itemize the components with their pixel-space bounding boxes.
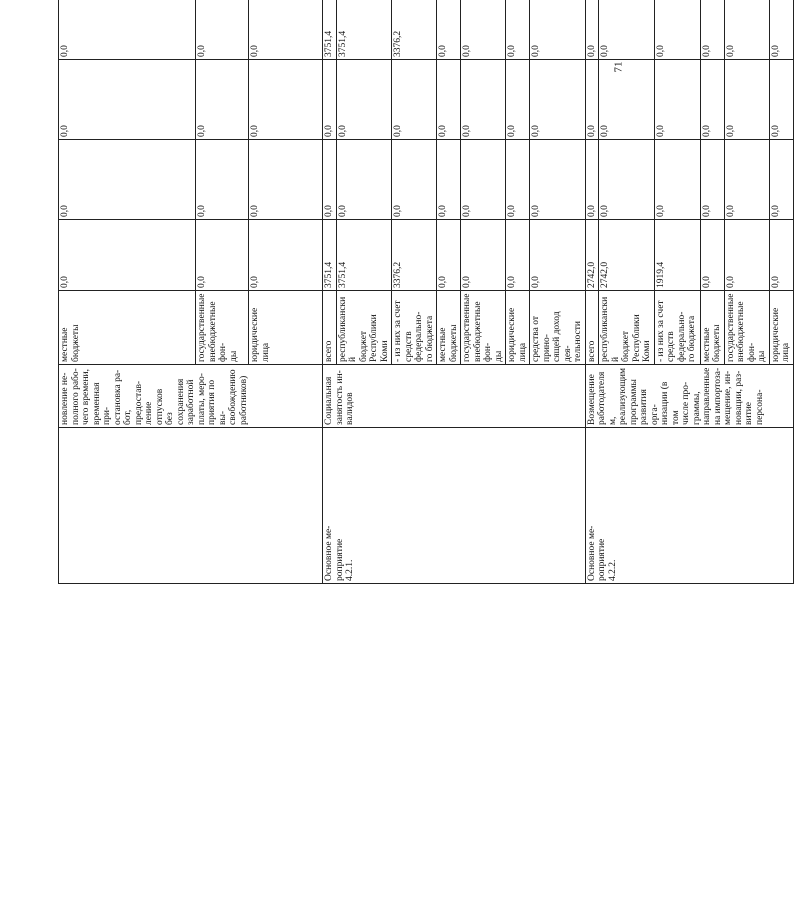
budget-table bbox=[58, 0, 794, 584]
amount-cell: 0,0 bbox=[769, 140, 793, 220]
amount-cell: 2742,0 bbox=[585, 220, 599, 291]
amount-cell: 0,0 bbox=[249, 140, 323, 220]
amount-cell: 0,0 bbox=[700, 220, 724, 291]
table-row bbox=[323, 0, 337, 584]
amount-cell: 0,0 bbox=[599, 0, 655, 60]
amount-cell: 0,0 bbox=[530, 220, 586, 291]
amount-cell: 0,0 bbox=[654, 140, 700, 220]
amount-cell: 0,0 bbox=[769, 220, 793, 291]
amount-cell: 0,0 bbox=[530, 60, 586, 140]
funding-source-cell: - из них за счет средств федерально- го бюджета bbox=[654, 291, 700, 365]
measure-code-cell: Основное ме- роприятие 4.2.1. bbox=[323, 428, 586, 584]
amount-cell: 0,0 bbox=[724, 220, 769, 291]
amount-cell: 0,0 bbox=[461, 0, 506, 60]
amount-cell: 0,0 bbox=[724, 0, 769, 60]
amount-cell: 0,0 bbox=[392, 60, 437, 140]
amount-cell: 1919,4 bbox=[654, 220, 700, 291]
amount-cell: 0,0 bbox=[461, 60, 506, 140]
amount-cell: 0,0 bbox=[437, 140, 461, 220]
amount-cell: 0,0 bbox=[461, 140, 506, 220]
amount-cell: 2742,0 bbox=[599, 220, 655, 291]
amount-cell: 3751,4 bbox=[336, 220, 392, 291]
amount-cell: 0,0 bbox=[323, 140, 337, 220]
amount-cell: 0,0 bbox=[506, 220, 530, 291]
amount-cell: 0,0 bbox=[585, 140, 599, 220]
amount-cell: 0,0 bbox=[724, 140, 769, 220]
amount-cell: 0,0 bbox=[437, 220, 461, 291]
amount-cell: 3751,4 bbox=[336, 0, 392, 60]
amount-cell: 0,0 bbox=[769, 0, 793, 60]
amount-cell: 0,0 bbox=[336, 140, 392, 220]
measure-name-cell: Возмещение работодателям, реализующим программы развития орга- низации (в том числе про- граммы, направленные на импортоза- мещение, ин- новации, раз- витие персона- bbox=[585, 365, 793, 428]
amount-cell: 0,0 bbox=[196, 60, 249, 140]
amount-cell: 0,0 bbox=[506, 0, 530, 60]
funding-source-cell: всего bbox=[323, 291, 337, 365]
table-row bbox=[585, 0, 599, 584]
amount-cell: 0,0 bbox=[506, 60, 530, 140]
amount-cell: 0,0 bbox=[585, 0, 599, 60]
amount-cell: 0,0 bbox=[392, 140, 437, 220]
amount-cell: 0,0 bbox=[769, 60, 793, 140]
amount-cell: 0,0 bbox=[59, 220, 196, 291]
amount-cell: 0,0 bbox=[700, 140, 724, 220]
amount-cell: 3376,2 bbox=[392, 220, 437, 291]
amount-cell: 0,0 bbox=[59, 140, 196, 220]
funding-source-cell: местные бюджеты bbox=[437, 291, 461, 365]
amount-cell: 0,0 bbox=[654, 0, 700, 60]
funding-source-cell: государственные внебюджетные фон- ды bbox=[724, 291, 769, 365]
amount-cell: 3751,4 bbox=[323, 0, 337, 60]
measure-code-cell bbox=[59, 428, 323, 584]
funding-source-cell: государственные внебюджетные фон- ды bbox=[461, 291, 506, 365]
amount-cell: 0,0 bbox=[323, 60, 337, 140]
amount-cell: 0,0 bbox=[249, 60, 323, 140]
amount-cell: 0,0 bbox=[461, 220, 506, 291]
amount-cell: 0,0 bbox=[249, 220, 323, 291]
amount-cell: 0,0 bbox=[599, 60, 655, 140]
funding-source-cell: юридические лица bbox=[249, 291, 323, 365]
amount-cell: 0,0 bbox=[59, 60, 196, 140]
funding-source-cell: республиканский бюджет Республики Коми bbox=[599, 291, 655, 365]
funding-source-cell: республиканский бюджет Республики Коми bbox=[336, 291, 392, 365]
amount-cell: 0,0 bbox=[196, 0, 249, 60]
amount-cell: 3751,4 bbox=[323, 220, 337, 291]
amount-cell: 0,0 bbox=[336, 60, 392, 140]
funding-source-cell: юридические лица bbox=[506, 291, 530, 365]
amount-cell: 0,0 bbox=[530, 140, 586, 220]
measure-name-cell: Социальная занятость ин- валидов bbox=[323, 365, 586, 428]
funding-source-cell: государственные внебюджетные фон- ды bbox=[196, 291, 249, 365]
amount-cell: 0,0 bbox=[599, 140, 655, 220]
funding-source-cell: - из них за счет средств федерально- го бюджета bbox=[392, 291, 437, 365]
amount-cell: 0,0 bbox=[196, 220, 249, 291]
amount-cell: 0,0 bbox=[700, 0, 724, 60]
amount-cell: 0,0 bbox=[249, 0, 323, 60]
funding-source-cell: местные бюджеты bbox=[59, 291, 196, 365]
amount-cell: 0,0 bbox=[585, 60, 599, 140]
page-number-text: 71 bbox=[612, 61, 624, 73]
measure-code-cell: Основное ме- роприятие 4.2.2. bbox=[585, 428, 793, 584]
amount-cell: 0,0 bbox=[654, 60, 700, 140]
measure-name-cell: новление не- полного рабо- чего времени, временная при- остановка ра- бот, предостав- ление отпусков без сохранения заработной платы, меро- приятия по вы- свобождению работников) bbox=[59, 365, 323, 428]
funding-source-cell: юридические лица bbox=[769, 291, 793, 365]
amount-cell: 0,0 bbox=[530, 0, 586, 60]
amount-cell: 0,0 bbox=[437, 60, 461, 140]
amount-cell: 0,0 bbox=[59, 0, 196, 60]
amount-cell: 0,0 bbox=[506, 140, 530, 220]
funding-source-cell: всего bbox=[585, 291, 599, 365]
budget-table-body bbox=[59, 0, 794, 584]
amount-cell: 0,0 bbox=[196, 140, 249, 220]
amount-cell: 3376,2 bbox=[392, 0, 437, 60]
funding-source-cell: местные бюджеты bbox=[700, 291, 724, 365]
amount-cell: 0,0 bbox=[437, 0, 461, 60]
table-row bbox=[59, 0, 196, 584]
funding-source-cell: средства от прино- сящей доход дея- тельности bbox=[530, 291, 586, 365]
amount-cell: 0,0 bbox=[700, 60, 724, 140]
amount-cell: 0,0 bbox=[724, 60, 769, 140]
